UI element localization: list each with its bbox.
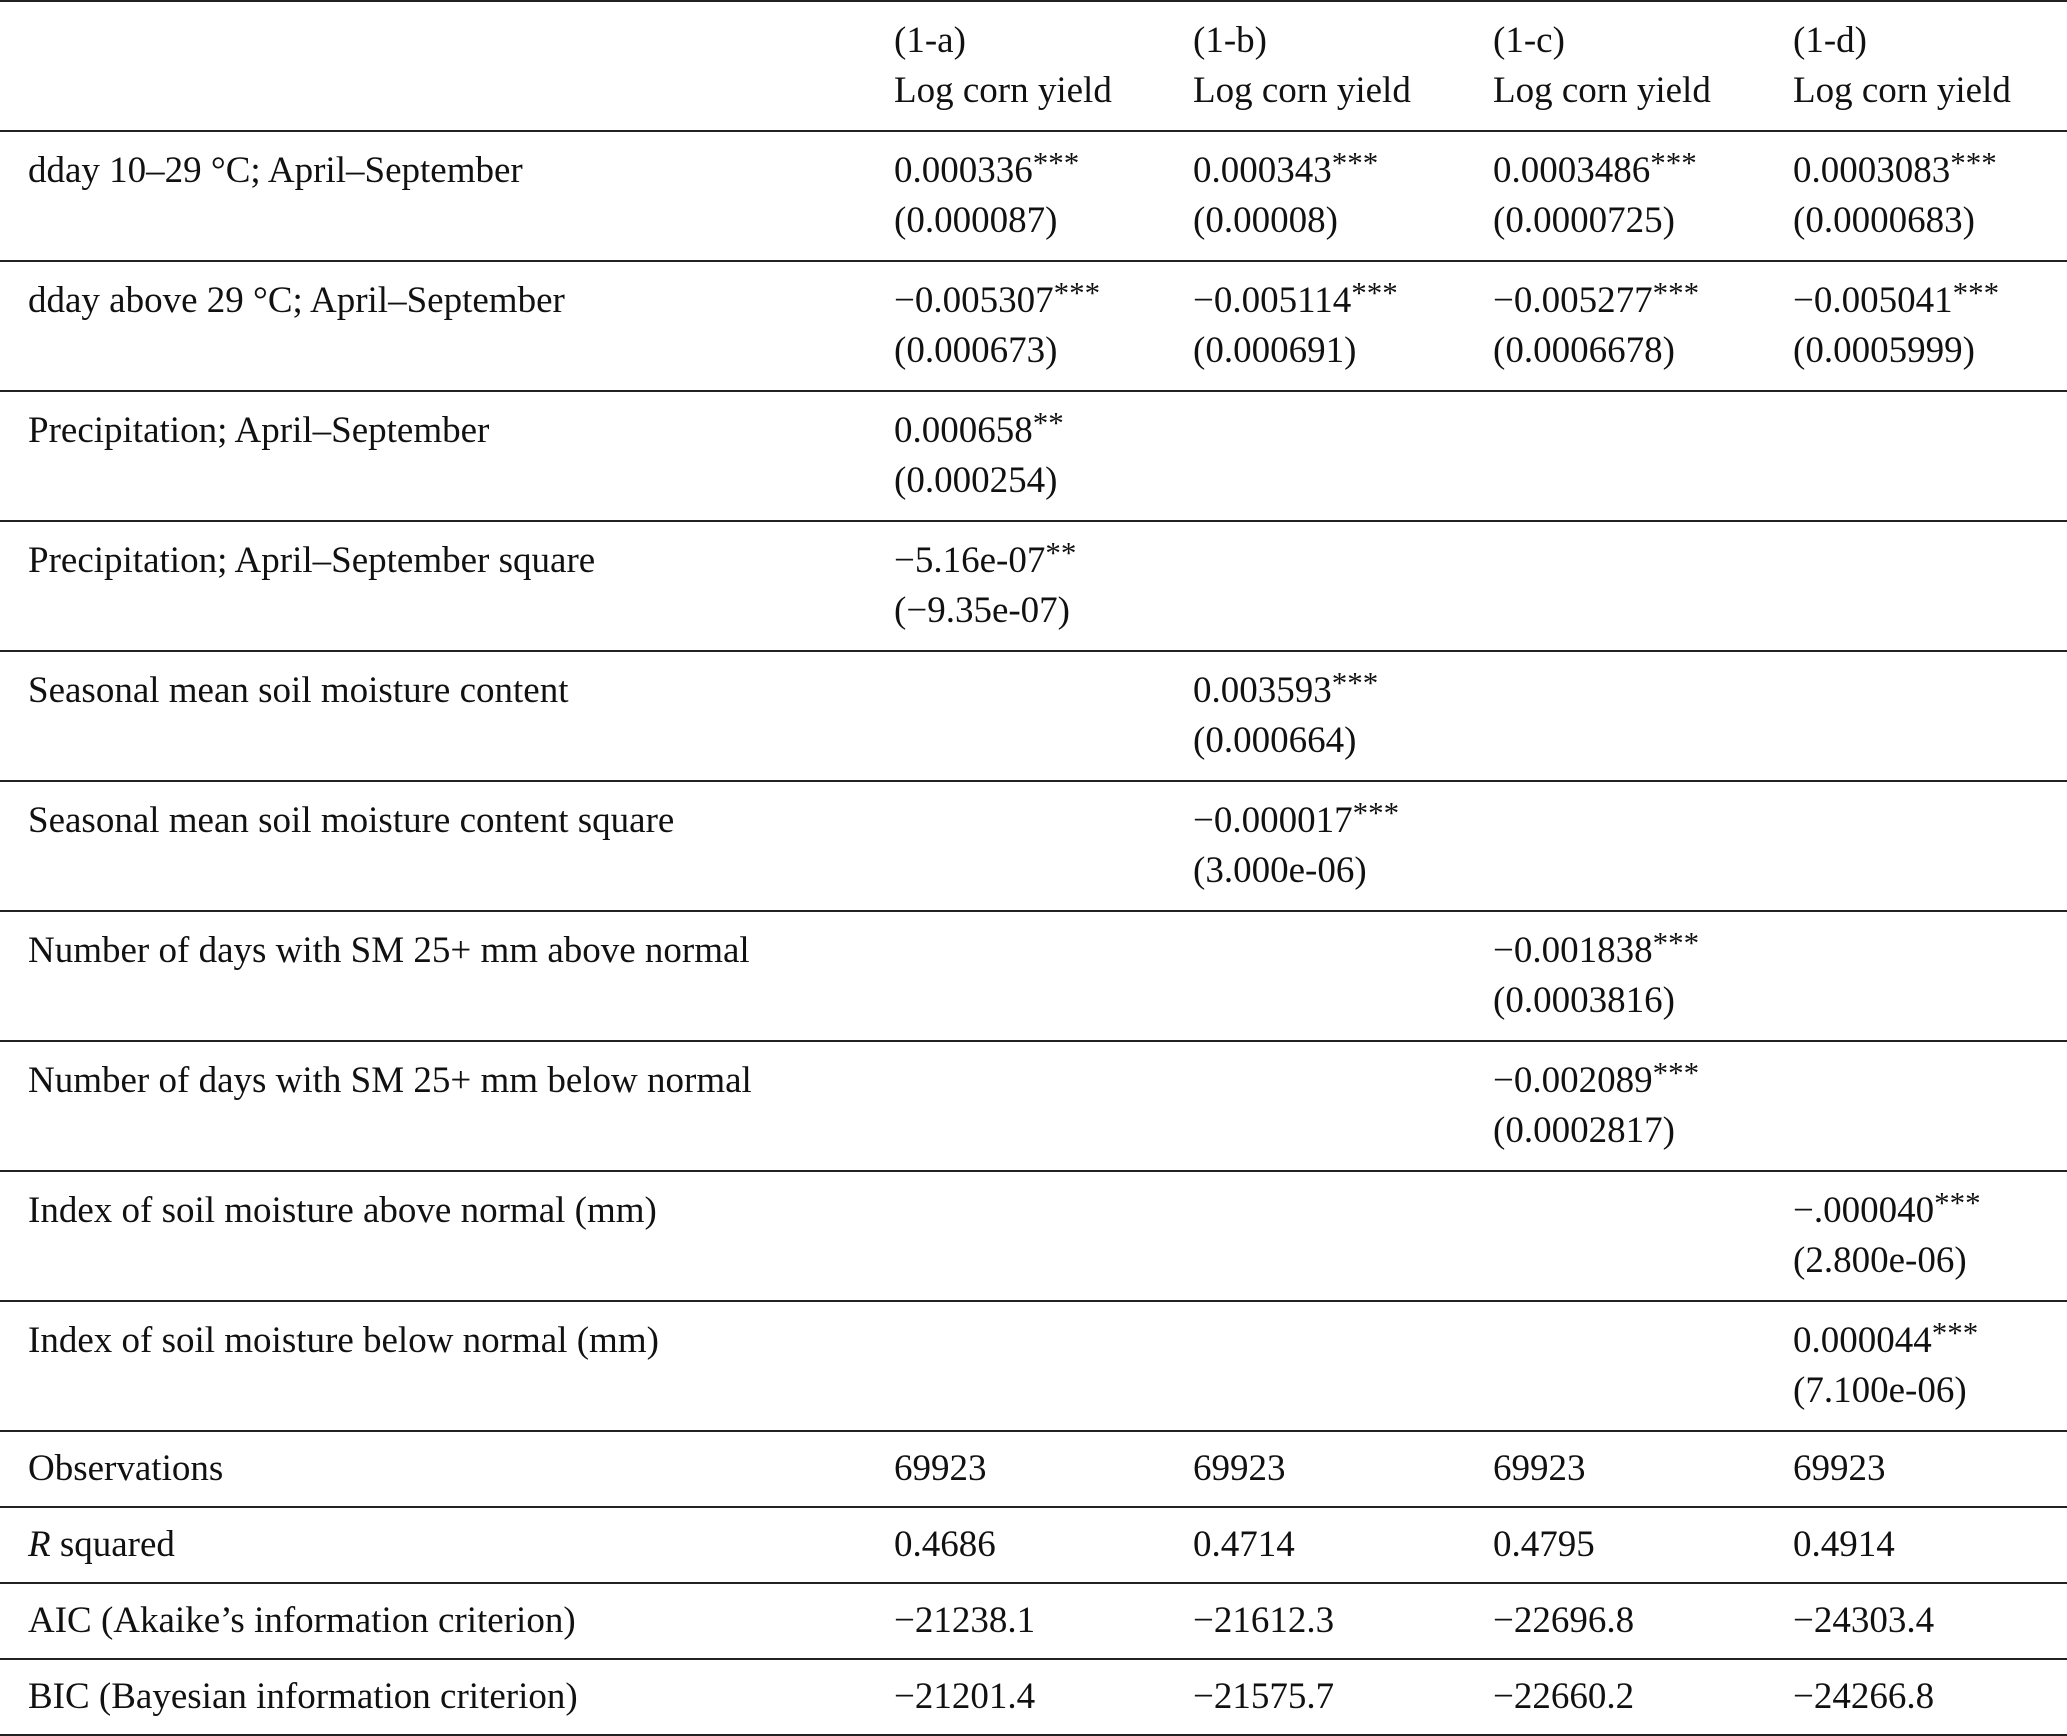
column-dependent-variable: Log corn yield [894,70,1112,111]
coefficient-cell [1193,651,1493,781]
variable-label: Number of days with SM 25+ mm below normal [0,1041,894,1171]
standard-error: (0.0006678) [1493,330,1675,371]
coefficient-value: 0.003593 [1193,670,1332,711]
standard-error: (7.100e-06) [1793,1370,1967,1411]
statistic-row [0,1583,2067,1659]
coefficient-value: −5.16e-07 [894,540,1046,581]
significance-stars: *** [1351,275,1398,310]
coefficient-cell [894,1301,1193,1431]
coefficient-value: 0.0003486 [1493,150,1651,191]
coefficient-cell [1793,1301,2067,1431]
coefficient-value: −0.002089 [1493,1060,1653,1101]
coefficient-line [1493,146,1793,196]
column-dependent-variable: Log corn yield [1193,70,1411,111]
variable-label: Index of soil moisture above normal (mm) [0,1171,894,1301]
coefficient-row [0,1301,2067,1431]
coefficient-line [894,406,1193,456]
statistic-value: 69923 [1493,1431,1793,1507]
coefficient-cell [1493,1171,1793,1301]
significance-stars: ** [1032,405,1064,440]
statistic-value: 69923 [1793,1431,2067,1507]
coefficient-row [0,651,2067,781]
coefficient-value: −0.005307 [894,280,1054,321]
column-header [1493,1,1793,131]
statistic-row [0,1431,2067,1507]
coefficient-cell [1793,911,2067,1041]
coefficient-cell [894,521,1193,651]
variable-label: Seasonal mean soil moisture content [0,651,894,781]
statistic-value: −21612.3 [1193,1583,1493,1659]
significance-stars: *** [1950,145,1997,180]
coefficient-value: −0.001838 [1493,930,1653,971]
coefficient-row [0,391,2067,521]
column-header [1793,1,2067,131]
statistic-value: −21238.1 [894,1583,1193,1659]
coefficient-value: 0.000044 [1793,1320,1932,1361]
coefficient-cell [894,1041,1193,1171]
coefficient-value: −0.005277 [1493,280,1653,321]
coefficient-cell [1793,391,2067,521]
statistic-label: BIC (Bayesian information criterion) [0,1659,894,1735]
variable-label: dday above 29 °C; April–September [0,261,894,391]
coefficient-cell [1493,131,1793,261]
coefficient-line [1193,146,1493,196]
coefficient-line [894,536,1193,586]
statistic-label: AIC (Akaike’s information criterion) [0,1583,894,1659]
column-id: (1-d) [1793,20,1867,61]
significance-stars: ** [1045,535,1077,570]
standard-error: (0.0000725) [1493,200,1675,241]
coefficient-cell [894,1171,1193,1301]
coefficient-line [1493,276,1793,326]
coefficient-value: 0.0003083 [1793,150,1951,191]
coefficient-cell [1193,261,1493,391]
coefficient-line [894,146,1193,196]
coefficient-cell [1793,261,2067,391]
coefficient-cell [1793,131,2067,261]
statistic-label: Observations [0,1431,894,1507]
standard-error: (0.000664) [1193,720,1357,761]
coefficient-line [1493,1056,1793,1106]
column-id: (1-a) [894,20,966,61]
statistic-value: −22660.2 [1493,1659,1793,1735]
significance-stars: *** [1032,145,1080,180]
significance-stars: *** [1934,1185,1981,1220]
coefficient-cell [894,261,1193,391]
significance-stars: *** [1650,145,1697,180]
standard-error: (0.000673) [894,330,1058,371]
standard-error: (−9.35e-07) [894,590,1071,631]
significance-stars: *** [1352,795,1400,830]
statistic-value: −24303.4 [1793,1583,2067,1659]
statistic-value: 69923 [1193,1431,1493,1507]
statistic-value: −22696.8 [1493,1583,1793,1659]
coefficient-cell [1793,521,2067,651]
coefficient-cell [894,391,1193,521]
standard-error: (0.0003816) [1493,980,1675,1021]
coefficient-cell [1493,1301,1793,1431]
standard-error: (0.0005999) [1793,330,1975,371]
coefficient-row [0,131,2067,261]
coefficient-cell [1793,781,2067,911]
standard-error: (0.000254) [894,460,1058,501]
statistic-label-rest: squared [50,1524,175,1565]
statistic-value: −21575.7 [1193,1659,1493,1735]
coefficient-row [0,521,2067,651]
coefficient-cell [1793,1041,2067,1171]
standard-error: (0.0002817) [1493,1110,1675,1151]
standard-error: (2.800e-06) [1793,1240,1967,1281]
header-row [0,1,2067,131]
standard-error: (3.000e-06) [1193,850,1367,891]
coefficient-value: 0.000658 [894,410,1033,451]
statistic-value: −21201.4 [894,1659,1193,1735]
column-id: (1-b) [1193,20,1267,61]
significance-stars: *** [1331,665,1379,700]
coefficient-row [0,261,2067,391]
coefficient-line [1493,926,1793,976]
column-id: (1-c) [1493,20,1565,61]
coefficient-line [1793,146,2067,196]
statistic-value: 0.4686 [894,1507,1193,1583]
coefficient-cell [1493,261,1793,391]
coefficient-line [1193,666,1493,716]
header-stub [0,1,894,131]
statistic-value: −24266.8 [1793,1659,2067,1735]
column-dependent-variable: Log corn yield [1793,70,2011,111]
standard-error: (0.0000683) [1793,200,1975,241]
coefficient-value: −0.000017 [1193,800,1353,841]
coefficient-cell [1793,651,2067,781]
coefficient-line [894,276,1193,326]
coefficient-cell [894,651,1193,781]
variable-label: Precipitation; April–September square [0,521,894,651]
coefficient-cell [1493,1041,1793,1171]
coefficient-cell [894,131,1193,261]
coefficient-row [0,781,2067,911]
coefficient-line [1193,276,1493,326]
coefficient-row [0,1171,2067,1301]
coefficient-line [1793,1316,2067,1366]
coefficient-cell [1193,521,1493,651]
coefficient-value: −0.005114 [1193,280,1352,321]
coefficient-cell [1793,1171,2067,1301]
coefficient-cell [1193,781,1493,911]
coefficient-cell [894,781,1193,911]
variable-label: Seasonal mean soil moisture content square [0,781,894,911]
statistic-value: 69923 [894,1431,1193,1507]
coefficient-line [1793,1186,2067,1236]
coefficient-cell [1193,131,1493,261]
coefficient-cell [1193,391,1493,521]
coefficient-cell [1493,781,1793,911]
statistic-row [0,1507,2067,1583]
coefficient-cell [1493,391,1793,521]
statistic-value: 0.4795 [1493,1507,1793,1583]
statistic-label-italic: R [28,1524,51,1565]
coefficient-line [1793,276,2067,326]
variable-label: Precipitation; April–September [0,391,894,521]
variable-label: Index of soil moisture below normal (mm) [0,1301,894,1431]
significance-stars: *** [1652,1055,1700,1090]
significance-stars: *** [1952,275,2000,310]
significance-stars: *** [1331,145,1379,180]
column-header [1193,1,1493,131]
variable-label: Number of days with SM 25+ mm above normal [0,911,894,1041]
coefficient-value: −.000040 [1793,1190,1935,1231]
significance-stars: *** [1652,925,1700,960]
coefficient-cell [1493,521,1793,651]
statistic-value: 0.4914 [1793,1507,2067,1583]
coefficient-cell [1493,651,1793,781]
significance-stars: *** [1931,1315,1979,1350]
significance-stars: *** [1652,275,1700,310]
coefficient-value: −0.005041 [1793,280,1953,321]
coefficient-row [0,911,2067,1041]
variable-label: dday 10–29 °C; April–September [0,131,894,261]
coefficient-cell [894,911,1193,1041]
coefficient-cell [1193,1041,1493,1171]
coefficient-cell [1493,911,1793,1041]
coefficient-row [0,1041,2067,1171]
coefficient-value: 0.000336 [894,150,1033,191]
standard-error: (0.00008) [1193,200,1338,241]
coefficient-cell [1193,1171,1493,1301]
statistic-row [0,1659,2067,1735]
standard-error: (0.000691) [1193,330,1357,371]
standard-error: (0.000087) [894,200,1058,241]
coefficient-cell [1193,911,1493,1041]
statistic-label [0,1507,894,1583]
column-dependent-variable: Log corn yield [1493,70,1711,111]
coefficient-cell [1193,1301,1493,1431]
coefficient-value: 0.000343 [1193,150,1332,191]
statistic-value: 0.4714 [1193,1507,1493,1583]
significance-stars: *** [1053,275,1101,310]
column-header [894,1,1193,131]
coefficient-line [1193,796,1493,846]
